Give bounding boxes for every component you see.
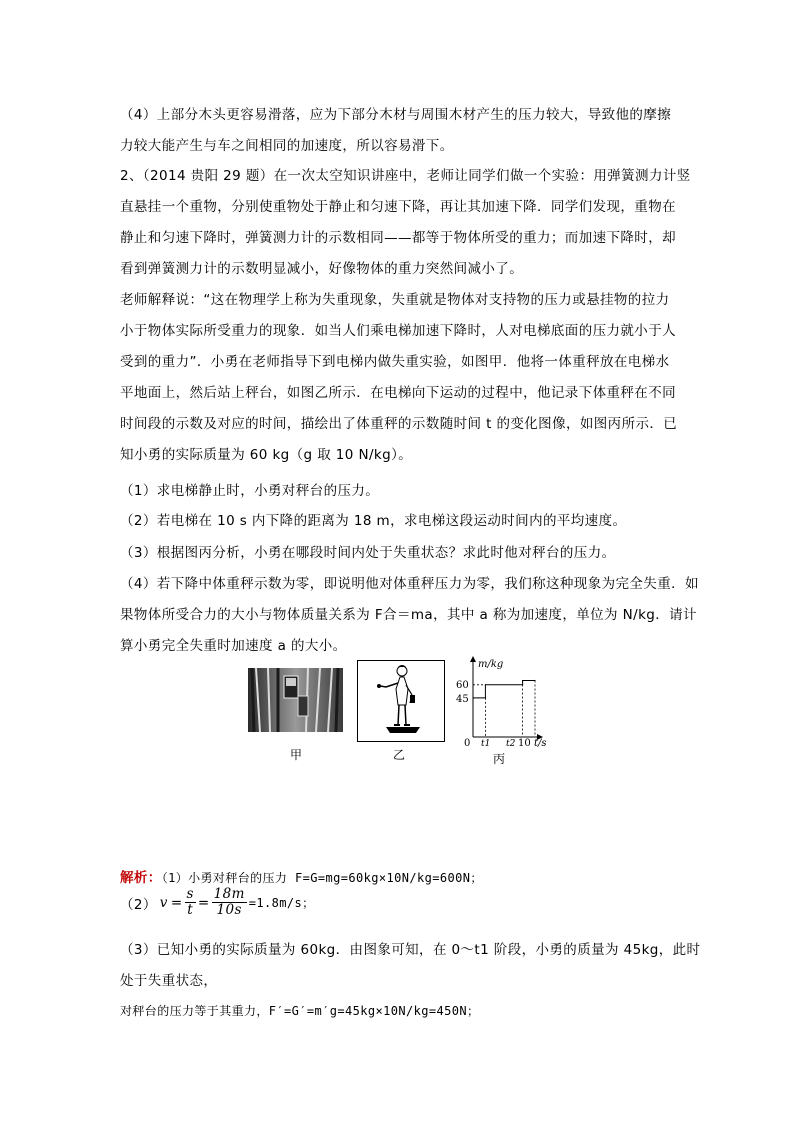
paragraph-line: 知小勇的实际质量为 60 kg（g 取 10 N/kg）。 [120,447,413,463]
data-point [472,697,473,698]
y-tick-label: 60 [456,680,469,691]
sub-question-2: （2）若电梯在 10 s 内下降的距离为 18 m，求电梯这段运动时间内的平均速度。 [120,513,627,529]
question-title: 2、（2014 贵阳 29 题）在一次太空知识讲座中，老师让同学们做一个实验：用弹簧测力计竖 [120,168,691,184]
paragraph-line: 老师解释说：“这在物理学上称为失重现象，失重就是物体对支持物的压力或悬挂物的拉力 [120,292,670,308]
chart-svg [450,655,560,750]
fraction-numerator: s [186,886,194,902]
analysis-line-2 [120,887,315,918]
analysis-line-4: 处于失重状态， [120,973,218,989]
sub-question-4: （4）若下降中体重秤示数为零，即说明他对体重秤压力为零，我们称这种现象为完全失重．如 [120,576,699,592]
paragraph-line: 力较大能产生与车之间相同的加速度，所以容易滑下。 [120,138,454,154]
analysis-line-3: （3）已知小勇的实际质量为 60kg．由图象可知，在 0～t1 阶段，小勇的质量为 45kg，此时 [120,942,701,958]
figure-label-yi: 乙 [393,748,406,762]
x-tick-label: 0 [464,738,471,749]
sub-question-1: （1）求电梯静止时，小勇对秤台的压力。 [120,483,380,499]
analysis-text: （2） [120,896,157,913]
paragraph-line: （4）上部分木头更容易滑落，应为下部分木材与周围木材产生的压力较大，导致他的摩擦 [120,107,672,123]
x-tick-label: t1 [481,739,491,749]
paragraph-line: 时间段的示数及对应的时间，描绘出了体重秤的示数随时间 t 的变化图像，如图丙所示．已 [120,416,678,432]
analysis-line-1 [120,866,483,886]
x-tick-label: t2 [506,739,516,749]
fraction-18m-over-10s [212,887,247,918]
fraction-denominator: 10s [216,902,242,918]
data-point [485,697,486,698]
elevator-photo [248,668,343,732]
equals-sign: = [197,894,210,911]
paragraph-line: 平地面上，然后站上秤台，如图乙所示．在电梯向下运动的过程中，他记录下体重秤在不同 [120,385,676,401]
paragraph-line: 果物体所受合力的大小与物体质量关系为 F合＝ma，其中 a 称为加速度，单位为 N/kg．请计 [120,607,697,623]
equals-sign: = [170,894,183,911]
velocity-symbol: v [159,894,168,911]
paragraph-line: 直悬挂一个重物，分别使重物处于静止和匀速下降，再让其加速下降．同学们发现，重物在 [120,199,676,215]
figure-label-jia: 甲 [290,748,303,762]
paragraph-line: 小于物体实际所受重力的现象．如当人们乘电梯加速下降时，人对电梯底面的压力就小于人 [120,323,676,339]
data-point [485,684,486,685]
data-point [522,684,523,685]
data-point [534,680,535,681]
series-line [473,681,535,698]
paragraph-line: 静止和匀速下降时，弹簧测力计的示数相同——都等于物体所受的重力；而加速下降时，却 [120,230,676,246]
y-tick-label: 45 [456,694,469,705]
y-axis-label: m/kg [478,659,504,670]
sub-question-3: （3）根据图丙分析，小勇在哪段时间内处于失重状态？求此时他对秤台的压力。 [120,545,616,561]
x-tick-label: 10 [518,738,531,749]
fraction-numerator: 18m [213,886,245,902]
paragraph-line: 算小勇完全失重时加速度 a 的大小。 [120,638,347,654]
analysis-line-5: 对秤台的压力等于其重力，F′=G′=m′g=45kg×10N/kg=450N； [120,1004,480,1018]
person-on-scale-figure [357,660,445,742]
analysis-label: 解析： [120,870,162,886]
data-point [522,680,523,681]
paragraph-line: 受到的重力”．小勇在老师指导下到电梯内做失重实验，如图甲．他将一体重秤放在电梯水 [120,354,670,370]
fraction-denominator: t [187,902,194,918]
fraction-s-over-t [185,887,196,918]
x-axis-label: t/s [534,738,547,749]
mass-time-chart [450,655,560,750]
analysis-text: =1.8m/s； [248,896,315,910]
paragraph-line: 看到弹簧测力计的示数明显减小，好像物体的重力突然间减小了。 [120,261,524,277]
figure-label-bing: 丙 [493,752,506,766]
analysis-text: （1）小勇对秤台的压力 F=G=mg=60kg×10N/kg=600N； [161,871,483,885]
